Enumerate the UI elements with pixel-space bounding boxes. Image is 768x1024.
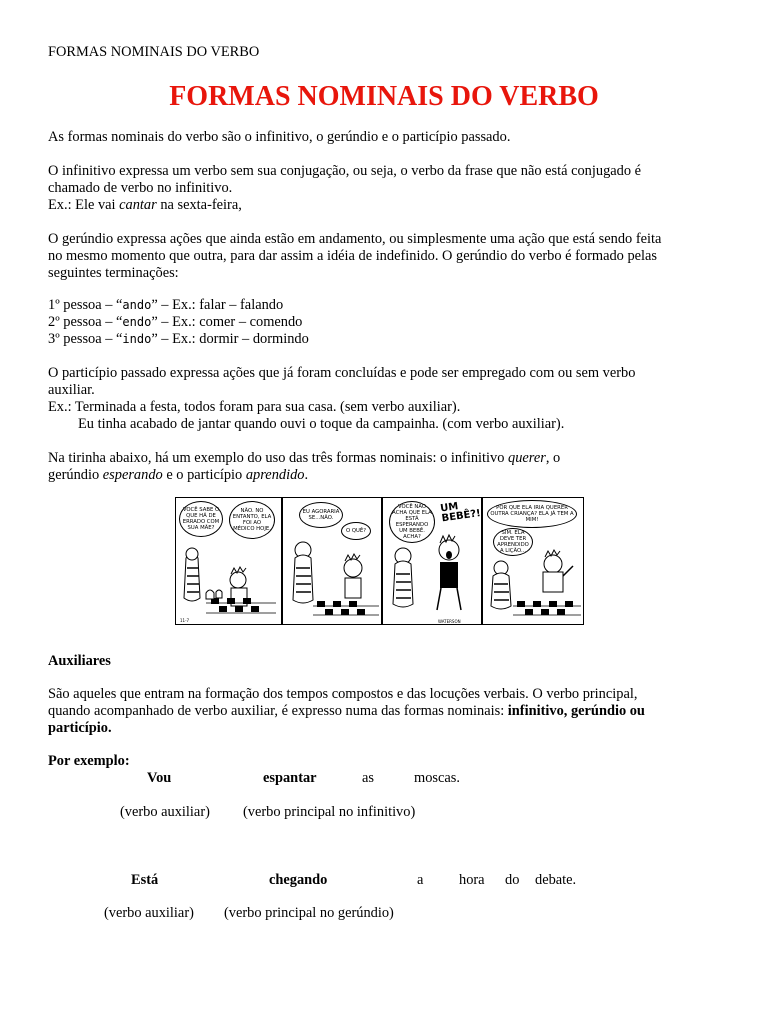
- comic-panel-3: [382, 497, 482, 625]
- gerundio-paragraph: [48, 231, 718, 282]
- bold-text: infinitivo, gerúndio ou: [507, 703, 645, 719]
- bubble-text: EU AGORARIA SE...NÃO.: [302, 509, 340, 521]
- italic-word: aprendido: [245, 467, 305, 483]
- calvin-hobbes-drawing: [483, 498, 583, 624]
- example-word: moscas.: [414, 770, 460, 786]
- ending-row-2: [48, 314, 718, 331]
- participio-line-2: auxiliar.: [48, 382, 95, 398]
- ending-label: 2º pessoa – “: [48, 314, 123, 330]
- auxiliares-line-3: particípio.: [48, 720, 112, 736]
- text-run: , o: [545, 450, 561, 466]
- bubble-text: VOCÊ SABE O QUE HÁ DE ERRADO COM SUA MÃE?: [182, 507, 220, 531]
- ending-label: 1º pessoa – “: [48, 297, 123, 313]
- example-word: Está: [131, 872, 159, 888]
- example-word: espantar: [263, 770, 317, 786]
- participio-line-1: O particípio passado expressa ações que já foram concluídas e pode ser empregado com ou sem verbo: [48, 365, 636, 381]
- page-header: FORMAS NOMINAIS DO VERBO: [48, 44, 260, 60]
- bubble-text: VOCÊ NÃO ACHA QUE ELA ESTÁ ESPERANDO UM BEBÊ. ACHA?: [392, 504, 432, 540]
- ending-example: ” – Ex.: comer – comendo: [151, 314, 303, 330]
- text-run: e o particípio: [162, 467, 246, 483]
- shout-text: UM BEBÊ?!: [439, 501, 482, 525]
- infinitivo-line-1: O infinitivo expressa um verbo sem sua conjugação, ou seja, o verbo da frase que não está conjugado é: [48, 163, 642, 179]
- gerundio-line-3: seguintes terminações:: [48, 265, 179, 281]
- ending-row-3: [48, 331, 718, 348]
- bubble-text: NÃO. NO ENTANTO, ELA FOI AO MÉDICO HOJE.: [232, 508, 272, 532]
- italic-word: esperando: [102, 467, 163, 483]
- text-run: gerúndio: [48, 467, 103, 483]
- example-labels-2: [0, 905, 768, 923]
- infinitivo-paragraph: [48, 163, 718, 214]
- example-word: chegando: [269, 872, 328, 888]
- gerundio-line-1: O gerúndio expressa ações que ainda estão em andamento, ou simplesmente uma ação que está sendo feita: [48, 231, 662, 247]
- tirinha-line-2: [48, 467, 718, 484]
- gerundio-line-2: no mesmo momento que outra, para dar assim a idéia de indefinido. O gerúndio do verbo é formado pelas: [48, 248, 658, 264]
- comic-date: 11-7: [180, 618, 190, 623]
- auxiliares-line-2: [48, 703, 718, 720]
- tirinha-paragraph: [48, 450, 718, 484]
- example-label: (verbo principal no infinitivo): [243, 804, 416, 820]
- example-label: (verbo auxiliar): [120, 804, 210, 820]
- text-run: Na tirinha abaixo, há um exemplo do uso das três formas nominais: o infinitivo: [48, 450, 509, 466]
- comic-panel-2: [282, 497, 382, 625]
- participio-paragraph: [48, 365, 718, 433]
- exemplo-heading: Por exemplo:: [48, 753, 130, 769]
- auxiliares-heading: Auxiliares: [48, 653, 111, 669]
- example-sentence-2: [0, 872, 768, 890]
- example-word: Vou: [147, 770, 172, 786]
- example-label: (verbo principal no gerúndio): [224, 905, 394, 921]
- calvin-hobbes-drawing: [176, 498, 281, 624]
- comic-panel-4: [482, 497, 584, 625]
- example-italic: cantar: [119, 197, 157, 213]
- bubble-text: SIM. ELA DEVE TER APRENDIDO A LIÇÃO...: [497, 530, 529, 554]
- intro-paragraph: [48, 129, 718, 146]
- infinitivo-line-2: chamado de verbo no infinitivo.: [48, 180, 233, 196]
- example-label: (verbo auxiliar): [104, 905, 194, 921]
- ending-suffix: indo: [122, 332, 152, 346]
- example-word: as: [362, 770, 374, 786]
- auxiliares-line-1: São aqueles que entram na formação dos tempos compostos e das locuções verbais. O verbo principal,: [48, 686, 638, 702]
- auxiliares-paragraph: [48, 686, 718, 737]
- ending-row-1: [48, 297, 718, 314]
- example-word: do: [505, 872, 520, 888]
- page-title: FORMAS NOMINAIS DO VERBO: [169, 81, 599, 112]
- ending-example: ” – Ex.: dormir – dormindo: [151, 331, 309, 347]
- example-prefix: Ex.: Ele vai: [48, 197, 120, 213]
- example-labels-1: [0, 804, 768, 822]
- text-run: quando acompanhado de verbo auxiliar, é expresso numa das formas nominais:: [48, 703, 508, 719]
- example-sentence-1: [0, 770, 768, 788]
- calvin-hobbes-drawing: [283, 498, 381, 624]
- infinitivo-example: [48, 197, 718, 214]
- comic-signature: WATERSON: [438, 619, 461, 624]
- tirinha-line-1: [48, 450, 718, 467]
- example-word: a: [417, 872, 424, 888]
- italic-word: querer: [508, 450, 546, 466]
- participio-example-2: Eu tinha acabado de jantar quando ouvi o toque da campainha. (com verbo auxiliar).: [78, 416, 565, 432]
- calvin-hobbes-drawing: [383, 498, 481, 624]
- example-word: hora: [459, 872, 485, 888]
- ending-suffix: ando: [122, 298, 152, 312]
- participio-example-1: Ex.: Terminada a festa, todos foram para sua casa. (sem verbo auxiliar).: [48, 399, 461, 415]
- comic-panel-1: [175, 497, 282, 625]
- gerundio-endings-list: [48, 297, 718, 348]
- bubble-text: O QUÊ?: [345, 528, 367, 534]
- ending-example: ” – Ex.: falar – falando: [151, 297, 284, 313]
- ending-suffix: endo: [122, 315, 152, 329]
- example-word: debate.: [535, 872, 577, 888]
- intro-text: As formas nominais do verbo são o infinitivo, o gerúndio e o particípio passado.: [48, 129, 511, 145]
- ending-label: 3º pessoa – “: [48, 331, 123, 347]
- comic-strip: [175, 497, 584, 625]
- bubble-text: POR QUE ELA IRIA QUERER OUTRA CRIANÇA? ELA JÁ TEM A MIM!: [490, 505, 574, 523]
- text-run: .: [304, 467, 309, 483]
- example-suffix: na sexta-feira,: [156, 197, 242, 213]
